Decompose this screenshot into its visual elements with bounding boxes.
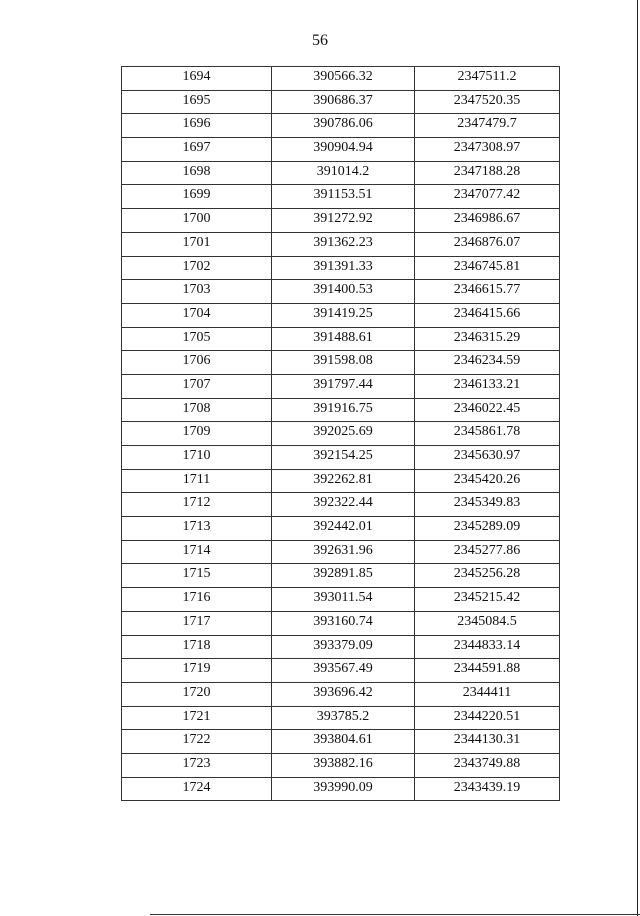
table-row [122,303,560,327]
y-coordinate-cell: 2347188.28 [415,161,560,185]
x-coordinate-cell: 393990.09 [272,777,415,801]
table-row [122,753,560,777]
y-coordinate-cell: 2345289.09 [415,517,560,541]
x-coordinate-cell: 393011.54 [272,588,415,612]
point-number-cell: 1697 [122,138,272,162]
page-edge-bottom [150,914,640,915]
point-number-cell: 1717 [122,611,272,635]
y-coordinate-cell: 2346234.59 [415,351,560,375]
table-row [122,232,560,256]
coordinates-table [121,66,560,801]
table-row [122,777,560,801]
table-row [122,185,560,209]
point-number-cell: 1714 [122,540,272,564]
table-row [122,209,560,233]
y-coordinate-cell: 2344833.14 [415,635,560,659]
table-row [122,540,560,564]
x-coordinate-cell: 391362.23 [272,232,415,256]
x-coordinate-cell: 391916.75 [272,398,415,422]
table-row [122,114,560,138]
table-row [122,469,560,493]
x-coordinate-cell: 391153.51 [272,185,415,209]
table-row [122,635,560,659]
y-coordinate-cell: 2346133.21 [415,374,560,398]
x-coordinate-cell: 390686.37 [272,90,415,114]
x-coordinate-cell: 393696.42 [272,682,415,706]
y-coordinate-cell: 2345256.28 [415,564,560,588]
table-row [122,67,560,91]
x-coordinate-cell: 392025.69 [272,422,415,446]
x-coordinate-cell: 393160.74 [272,611,415,635]
x-coordinate-cell: 391598.08 [272,351,415,375]
y-coordinate-cell: 2347520.35 [415,90,560,114]
x-coordinate-cell: 391391.33 [272,256,415,280]
table-row [122,256,560,280]
x-coordinate-cell: 393804.61 [272,730,415,754]
point-number-cell: 1696 [122,114,272,138]
table-row [122,730,560,754]
y-coordinate-cell: 2346876.07 [415,232,560,256]
table-row [122,422,560,446]
table-row [122,90,560,114]
table-row [122,682,560,706]
point-number-cell: 1695 [122,90,272,114]
point-number-cell: 1712 [122,493,272,517]
x-coordinate-cell: 392154.25 [272,446,415,470]
x-coordinate-cell: 390566.32 [272,67,415,91]
x-coordinate-cell: 391014.2 [272,161,415,185]
table-row [122,588,560,612]
table-row [122,659,560,683]
y-coordinate-cell: 2346986.67 [415,209,560,233]
x-coordinate-cell: 391272.92 [272,209,415,233]
x-coordinate-cell: 393379.09 [272,635,415,659]
y-coordinate-cell: 2344411 [415,682,560,706]
table-row [122,398,560,422]
point-number-cell: 1713 [122,517,272,541]
table-row [122,138,560,162]
page-number: 56 [312,32,328,49]
point-number-cell: 1701 [122,232,272,256]
point-number-cell: 1708 [122,398,272,422]
table-row [122,374,560,398]
y-coordinate-cell: 2345277.86 [415,540,560,564]
y-coordinate-cell: 2345861.78 [415,422,560,446]
x-coordinate-cell: 393785.2 [272,706,415,730]
point-number-cell: 1721 [122,706,272,730]
point-number-cell: 1706 [122,351,272,375]
table-body [122,67,560,801]
y-coordinate-cell: 2345630.97 [415,446,560,470]
y-coordinate-cell: 2344220.51 [415,706,560,730]
point-number-cell: 1711 [122,469,272,493]
point-number-cell: 1722 [122,730,272,754]
point-number-cell: 1702 [122,256,272,280]
point-number-cell: 1719 [122,659,272,683]
y-coordinate-cell: 2347511.2 [415,67,560,91]
point-number-cell: 1716 [122,588,272,612]
y-coordinate-cell: 2346615.77 [415,280,560,304]
point-number-cell: 1718 [122,635,272,659]
x-coordinate-cell: 391797.44 [272,374,415,398]
x-coordinate-cell: 393882.16 [272,753,415,777]
point-number-cell: 1694 [122,67,272,91]
x-coordinate-cell: 392322.44 [272,493,415,517]
table-row [122,564,560,588]
x-coordinate-cell: 391419.25 [272,303,415,327]
y-coordinate-cell: 2345349.83 [415,493,560,517]
table-row [122,446,560,470]
table-row [122,351,560,375]
x-coordinate-cell: 390904.94 [272,138,415,162]
point-number-cell: 1700 [122,209,272,233]
y-coordinate-cell: 2344130.31 [415,730,560,754]
point-number-cell: 1723 [122,753,272,777]
table-row [122,280,560,304]
x-coordinate-cell: 392891.85 [272,564,415,588]
x-coordinate-cell: 391488.61 [272,327,415,351]
point-number-cell: 1724 [122,777,272,801]
y-coordinate-cell: 2346745.81 [415,256,560,280]
x-coordinate-cell: 392631.96 [272,540,415,564]
point-number-cell: 1707 [122,374,272,398]
y-coordinate-cell: 2346415.66 [415,303,560,327]
x-coordinate-cell: 393567.49 [272,659,415,683]
y-coordinate-cell: 2346315.29 [415,327,560,351]
point-number-cell: 1715 [122,564,272,588]
table-row [122,517,560,541]
point-number-cell: 1704 [122,303,272,327]
x-coordinate-cell: 390786.06 [272,114,415,138]
y-coordinate-cell: 2343749.88 [415,753,560,777]
y-coordinate-cell: 2347479.7 [415,114,560,138]
y-coordinate-cell: 2344591.88 [415,659,560,683]
page-edge-right [637,0,638,916]
point-number-cell: 1709 [122,422,272,446]
x-coordinate-cell: 391400.53 [272,280,415,304]
table-row [122,706,560,730]
point-number-cell: 1699 [122,185,272,209]
point-number-cell: 1703 [122,280,272,304]
y-coordinate-cell: 2345215.42 [415,588,560,612]
y-coordinate-cell: 2347308.97 [415,138,560,162]
y-coordinate-cell: 2343439.19 [415,777,560,801]
table-row [122,327,560,351]
x-coordinate-cell: 392442.01 [272,517,415,541]
y-coordinate-cell: 2345420.26 [415,469,560,493]
table-row [122,161,560,185]
point-number-cell: 1720 [122,682,272,706]
y-coordinate-cell: 2345084.5 [415,611,560,635]
point-number-cell: 1698 [122,161,272,185]
table-row [122,493,560,517]
point-number-cell: 1705 [122,327,272,351]
y-coordinate-cell: 2346022.45 [415,398,560,422]
x-coordinate-cell: 392262.81 [272,469,415,493]
y-coordinate-cell: 2347077.42 [415,185,560,209]
point-number-cell: 1710 [122,446,272,470]
table-row [122,611,560,635]
